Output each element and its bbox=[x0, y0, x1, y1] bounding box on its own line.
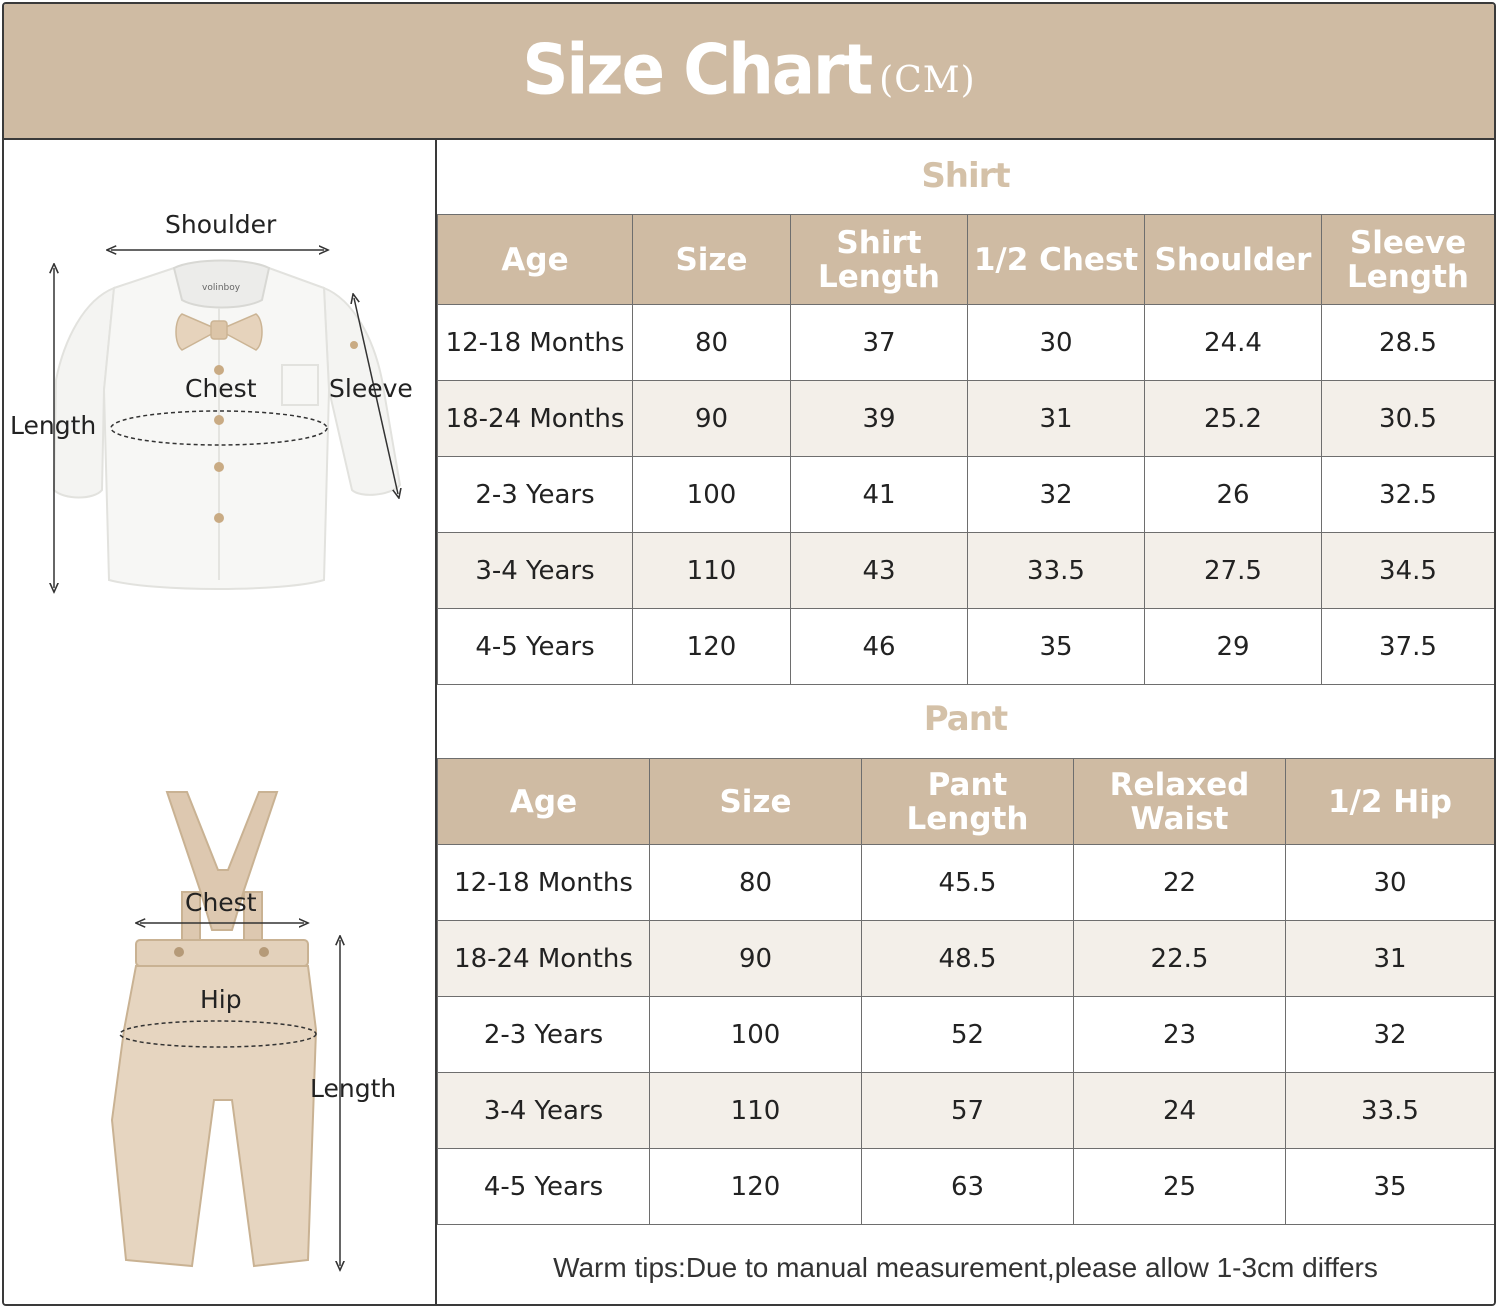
shirt-shoulder-label: Shoulder bbox=[165, 210, 277, 239]
pant-illustration bbox=[112, 792, 340, 1266]
garment-illustration bbox=[4, 140, 435, 1306]
table-cell: 2-3 Years bbox=[438, 997, 650, 1073]
garment-diagram-panel bbox=[4, 140, 437, 1306]
table-cell: 37.5 bbox=[1322, 609, 1495, 685]
table-cell: 31 bbox=[968, 381, 1145, 457]
table-cell: 12-18 Months bbox=[438, 845, 650, 921]
table-cell: 3-4 Years bbox=[438, 1073, 650, 1149]
table-cell: 100 bbox=[633, 457, 791, 533]
table-cell: 80 bbox=[633, 305, 791, 381]
shirt-header-cell: Shoulder bbox=[1145, 215, 1322, 305]
table-cell: 110 bbox=[650, 1073, 862, 1149]
table-cell: 33.5 bbox=[1286, 1073, 1495, 1149]
table-cell: 48.5 bbox=[862, 921, 1074, 997]
table-cell: 32 bbox=[1286, 997, 1495, 1073]
table-cell: 4-5 Years bbox=[438, 1149, 650, 1225]
table-cell: 110 bbox=[633, 533, 791, 609]
table-cell: 45.5 bbox=[862, 845, 1074, 921]
shirt-header-cell: 1/2 Chest bbox=[968, 215, 1145, 305]
table-row bbox=[438, 457, 1495, 533]
title-text: Size Chart bbox=[522, 31, 872, 111]
pant-size-table bbox=[437, 758, 1495, 1225]
brand-tag: volinboy bbox=[202, 283, 241, 293]
table-cell: 27.5 bbox=[1145, 533, 1322, 609]
table-cell: 39 bbox=[791, 381, 968, 457]
pant-chest-label: Chest bbox=[185, 888, 257, 917]
shirt-header-cell: Age bbox=[438, 215, 633, 305]
table-cell: 12-18 Months bbox=[438, 305, 633, 381]
table-cell: 30 bbox=[968, 305, 1145, 381]
table-row bbox=[438, 845, 1495, 921]
table-cell: 35 bbox=[968, 609, 1145, 685]
table-cell: 52 bbox=[862, 997, 1074, 1073]
table-cell: 120 bbox=[650, 1149, 862, 1225]
table-cell: 35 bbox=[1286, 1149, 1495, 1225]
pant-length-label: Length bbox=[310, 1074, 397, 1103]
shirt-header-cell: Sleeve Length bbox=[1322, 215, 1495, 305]
table-cell: 32.5 bbox=[1322, 457, 1495, 533]
table-row bbox=[438, 533, 1495, 609]
table-cell: 18-24 Months bbox=[438, 381, 633, 457]
table-cell: 29 bbox=[1145, 609, 1322, 685]
shirt-chest-label: Chest bbox=[185, 374, 257, 403]
shirt-sleeve-label: Sleeve bbox=[329, 374, 413, 403]
pant-hip-label: Hip bbox=[200, 985, 242, 1014]
table-cell: 25 bbox=[1074, 1149, 1286, 1225]
pant-section-title: Pant bbox=[923, 699, 1008, 739]
table-cell: 90 bbox=[650, 921, 862, 997]
title-banner bbox=[4, 4, 1494, 140]
pant-header-cell: Size bbox=[650, 759, 862, 845]
table-cell: 80 bbox=[650, 845, 862, 921]
table-cell: 90 bbox=[633, 381, 791, 457]
shirt-section-title: Shirt bbox=[921, 156, 1010, 196]
table-cell: 57 bbox=[862, 1073, 1074, 1149]
table-row bbox=[438, 921, 1495, 997]
table-cell: 31 bbox=[1286, 921, 1495, 997]
table-cell: 26 bbox=[1145, 457, 1322, 533]
table-cell: 24 bbox=[1074, 1073, 1286, 1149]
table-cell: 100 bbox=[650, 997, 862, 1073]
table-row bbox=[438, 1149, 1495, 1225]
size-tables-panel bbox=[437, 140, 1494, 1306]
table-cell: 41 bbox=[791, 457, 968, 533]
pant-header-cell: Pant Length bbox=[862, 759, 1074, 845]
table-cell: 33.5 bbox=[968, 533, 1145, 609]
size-chart-card bbox=[2, 2, 1496, 1306]
title-unit: (CM) bbox=[879, 60, 976, 101]
table-cell: 24.4 bbox=[1145, 305, 1322, 381]
table-cell: 32 bbox=[968, 457, 1145, 533]
page-title bbox=[4, 31, 1494, 111]
shirt-illustration bbox=[54, 250, 400, 589]
shirt-size-table bbox=[437, 214, 1495, 685]
table-row bbox=[438, 609, 1495, 685]
table-cell: 120 bbox=[633, 609, 791, 685]
shirt-header-row bbox=[438, 215, 1495, 305]
pant-header-cell: 1/2 Hip bbox=[1286, 759, 1495, 845]
pant-header-cell: Age bbox=[438, 759, 650, 845]
table-cell: 23 bbox=[1074, 997, 1286, 1073]
table-cell: 28.5 bbox=[1322, 305, 1495, 381]
table-cell: 37 bbox=[791, 305, 968, 381]
table-cell: 3-4 Years bbox=[438, 533, 633, 609]
pant-header-row bbox=[438, 759, 1495, 845]
table-row bbox=[438, 997, 1495, 1073]
table-cell: 30.5 bbox=[1322, 381, 1495, 457]
pant-header-cell: Relaxed Waist bbox=[1074, 759, 1286, 845]
shirt-header-cell: Shirt Length bbox=[791, 215, 968, 305]
table-cell: 63 bbox=[862, 1149, 1074, 1225]
table-cell: 46 bbox=[791, 609, 968, 685]
table-cell: 22.5 bbox=[1074, 921, 1286, 997]
shirt-length-label: Length bbox=[10, 411, 97, 440]
table-cell: 18-24 Months bbox=[438, 921, 650, 997]
table-row bbox=[438, 1073, 1495, 1149]
table-cell: 30 bbox=[1286, 845, 1495, 921]
table-cell: 4-5 Years bbox=[438, 609, 633, 685]
table-cell: 43 bbox=[791, 533, 968, 609]
table-row bbox=[438, 381, 1495, 457]
table-row bbox=[438, 305, 1495, 381]
table-cell: 22 bbox=[1074, 845, 1286, 921]
shirt-header-cell: Size bbox=[633, 215, 791, 305]
warm-tip-note: Warm tips:Due to manual measurement,please allow 1-3cm differs bbox=[553, 1252, 1378, 1283]
table-cell: 25.2 bbox=[1145, 381, 1322, 457]
table-cell: 2-3 Years bbox=[438, 457, 633, 533]
table-cell: 34.5 bbox=[1322, 533, 1495, 609]
